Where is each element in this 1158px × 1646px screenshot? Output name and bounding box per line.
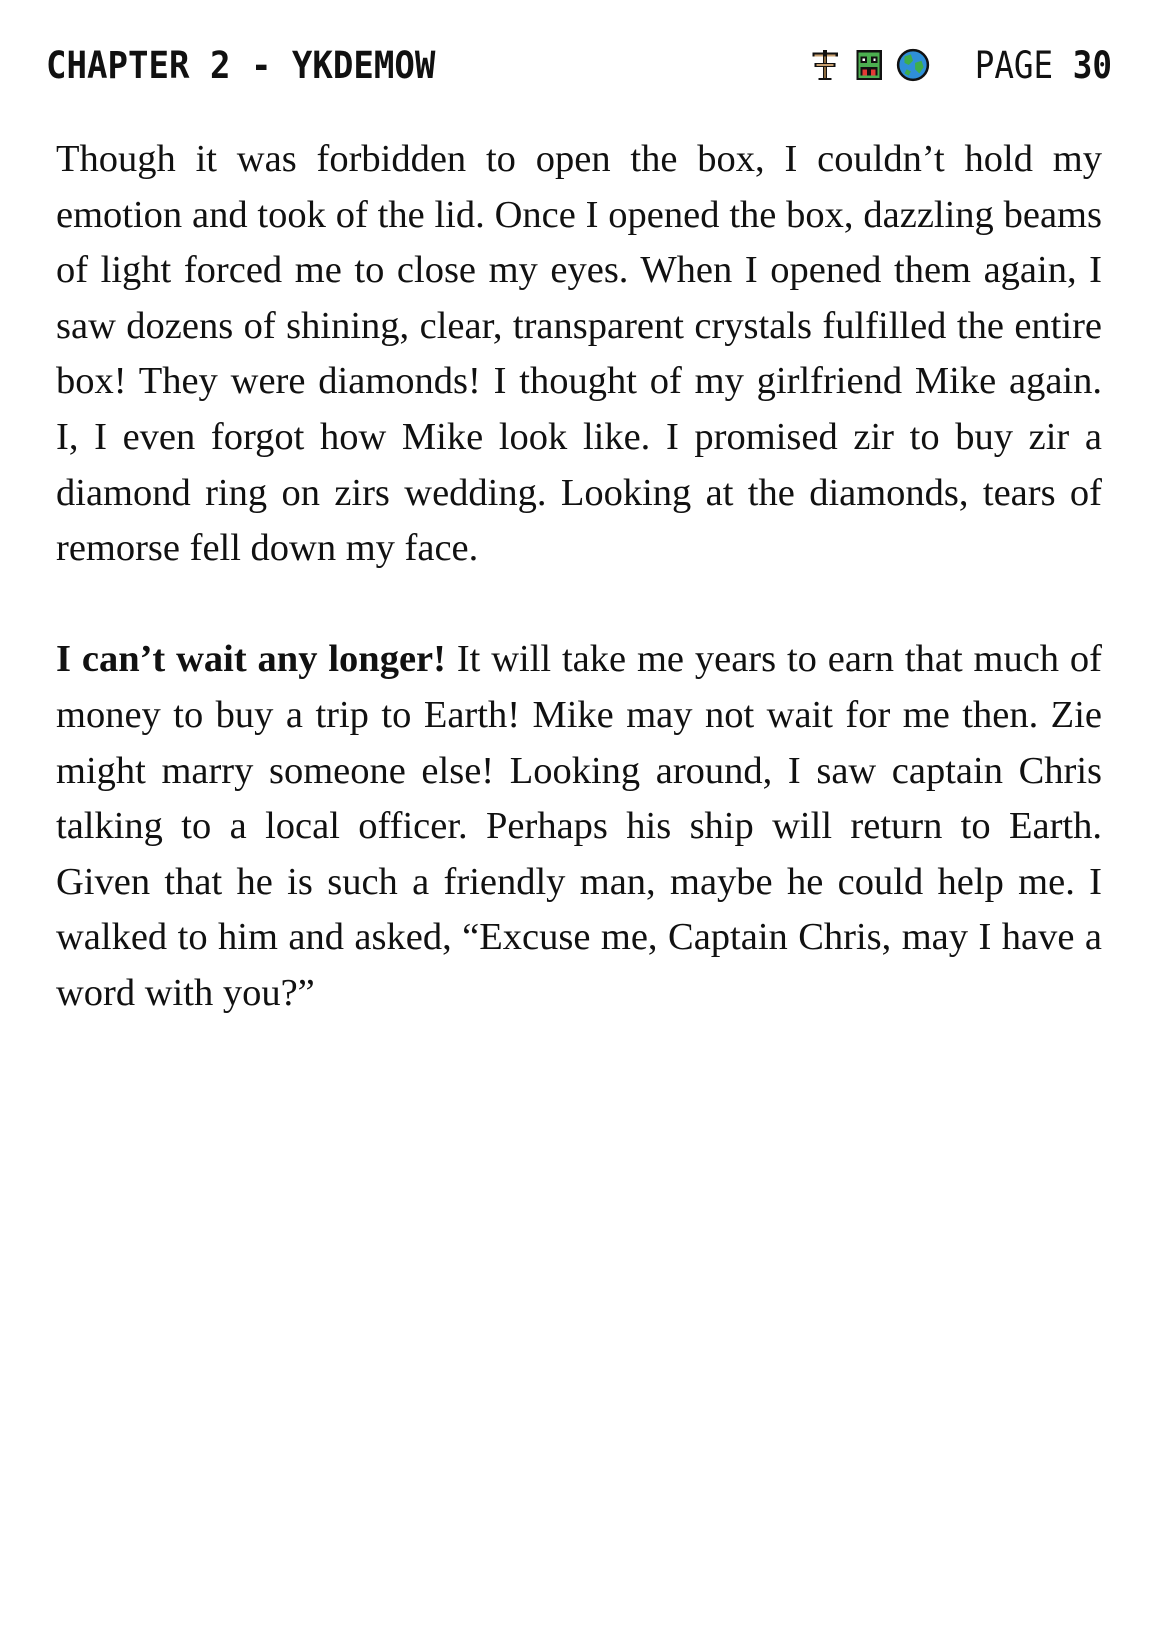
page-indicator [975,44,1112,87]
page-number: 30 [1072,43,1112,87]
page-label: PAGE [974,43,1054,87]
signpost-icon [808,48,842,82]
paragraph-2-rest: It will take me years to earn that much of money to buy a trip to Earth! Mike may not wait for me then. Zie might marry someone else! Looking around, I saw captain Chris talking to a local officer. Perhaps his ship will return to Earth. Given that he is such a friendly man, maybe he could help me. I walked to him and asked, “Excuse me, Captain Chris, may I have a word with you?” [56,638,1102,1014]
robot-face-icon [852,48,886,82]
paragraph-2-bold-lead: I can’t wait any longer! [56,638,446,681]
chapter-title: CHAPTER 2 - YKDEMOW [46,43,436,87]
earth-globe-icon [896,48,930,82]
header-right [808,44,1112,87]
body-text [56,132,1102,1022]
page-header [46,40,1112,90]
paragraph-1: Though it was forbidden to open the box, I couldn’t hold my emotion and took of the lid. Once I opened the box, dazzling beams of light forced me to close my eyes. When I opened them again, I saw dozens of shining, clear, transparent crystals fulfilled the entire box! They were diamonds! I thought of my girlfriend Mike again. I, I even forgot how Mike look like. I promised zir to buy zir a diamond ring on zirs wedding. Looking at the diamonds, tears of remorse fell down my face. [56,138,1102,570]
paragraph-2 [56,632,1102,1021]
